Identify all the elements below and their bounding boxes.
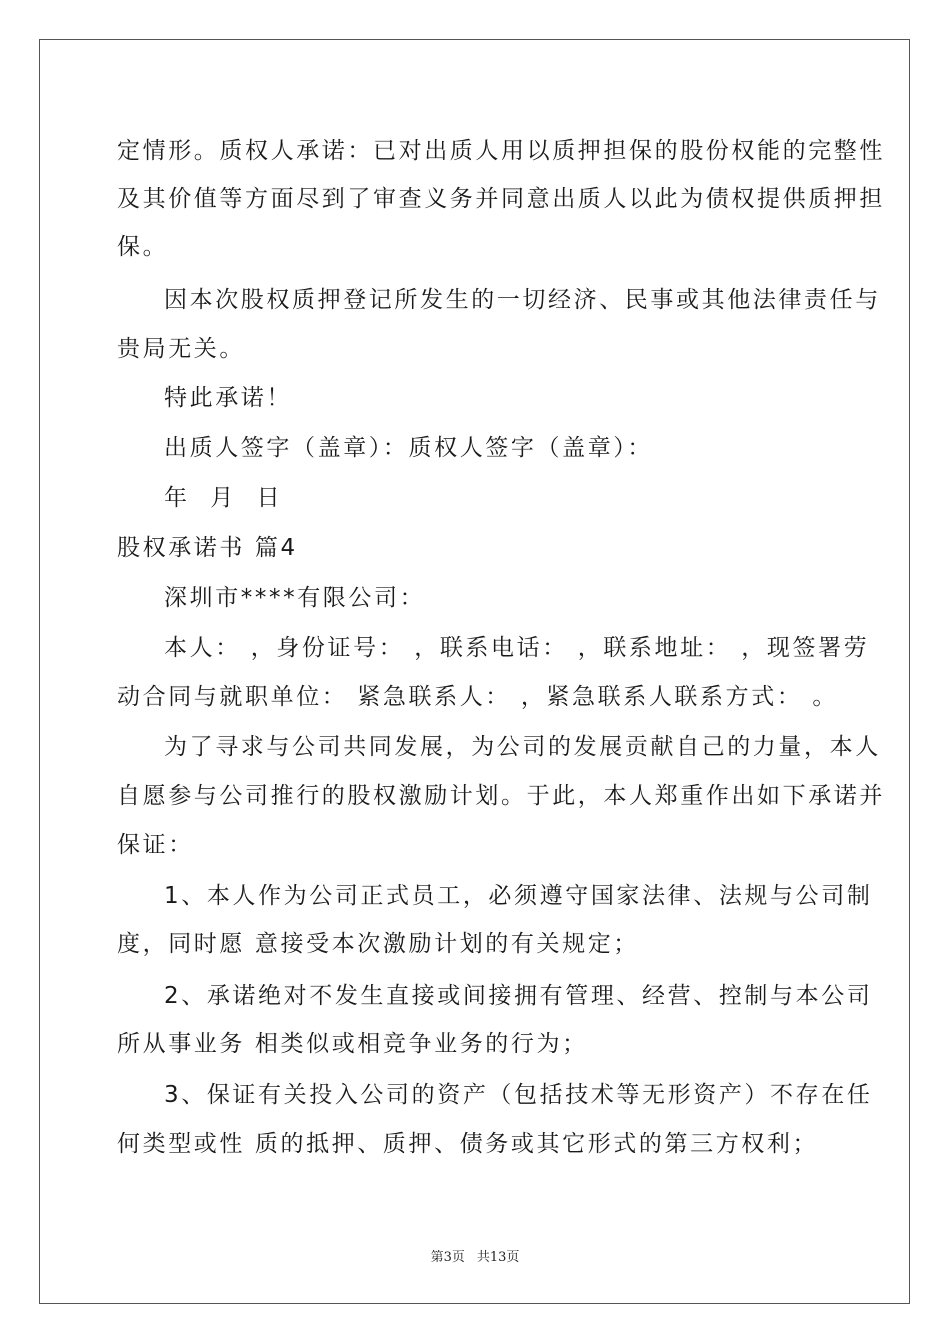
paragraph-line: 定情形。质权人承诺：已对出质人用以质押担保的股份权能的完整性 [117, 138, 885, 164]
paragraph-line: 动合同与就职单位： 紧急联系人： ，紧急联系人联系方式： 。 [117, 684, 838, 710]
page-footer [0, 1246, 950, 1265]
section-heading: 股权承诺书 篇4 [117, 535, 298, 561]
signature-line: 出质人签字（盖章）：质权人签字（盖章）： [164, 435, 653, 461]
paragraph-line: 保证： [117, 832, 194, 858]
total-page-count: 共13页 [476, 1250, 520, 1265]
paragraph-line: 本人： ，身份证号： ，联系电话： ，联系地址： ，现签署劳 [164, 635, 870, 661]
paragraph-line: 特此承诺！ [164, 385, 292, 411]
list-item-line: 所从事业务 相类似或相竞争业务的行为； [117, 1031, 588, 1057]
list-item-line: 何类型或性 质的抵押、质押、债务或其它形式的第三方权利； [117, 1131, 819, 1157]
list-item-line: 1、本人作为公司正式员工，必须遵守国家法律、法规与公司制 [164, 883, 873, 909]
list-item-line: 3、保证有关投入公司的资产（包括技术等无形资产）不存在任 [164, 1082, 873, 1108]
date-line: 年 月 日 [164, 485, 288, 511]
current-page-number: 第3页 [430, 1250, 465, 1265]
paragraph-line: 及其价值等方面尽到了审查义务并同意出质人以此为债权提供质押担 [117, 186, 885, 212]
paragraph-line: 因本次股权质押登记所发生的一切经济、民事或其他法律责任与 [164, 287, 881, 313]
list-item-line: 度，同时愿 意接受本次激励计划的有关规定； [117, 931, 639, 957]
paragraph-line: 保。 [117, 234, 169, 260]
paragraph-line: 自愿参与公司推行的股权激励计划。于此，本人郑重作出如下承诺并 [117, 783, 885, 809]
list-item-line: 2、承诺绝对不发生直接或间接拥有管理、经营、控制与本公司 [164, 983, 873, 1009]
paragraph-line: 为了寻求与公司共同发展，为公司的发展贡献自己的力量，本人 [164, 734, 881, 760]
paragraph-line: 贵局无关。 [117, 336, 245, 362]
addressee: 深圳市****有限公司： [164, 585, 426, 611]
